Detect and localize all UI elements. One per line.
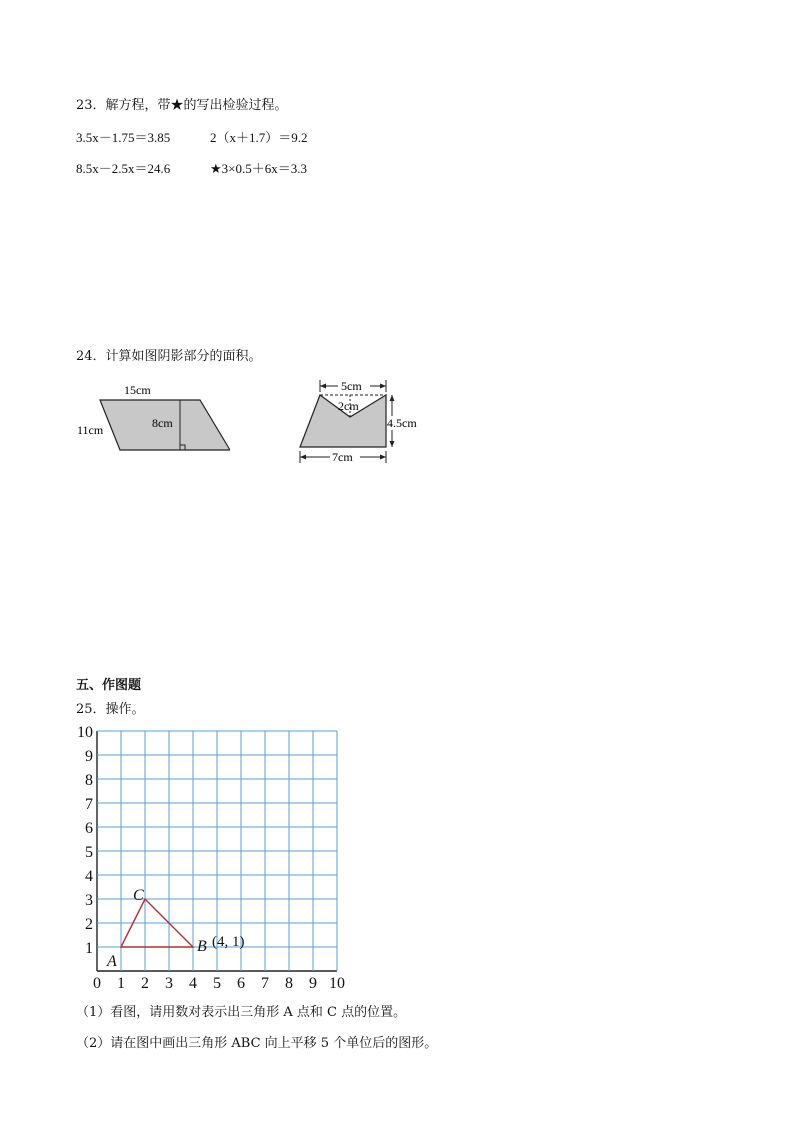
section-title: 五、作图题: [76, 678, 142, 693]
top-dimension-arrow-left: [320, 384, 326, 389]
parallelogram-figure: [70, 375, 230, 465]
parallelogram-side-label: 11cm: [77, 423, 104, 437]
y-axis-tick-label: 4: [85, 868, 93, 885]
q25-sub-question-1: （1）看图，请用数对表示出三角形 A 点和 C 点的位置。: [76, 1005, 407, 1020]
bottom-dimension-arrow-left: [300, 455, 306, 460]
q23-equation-3: 8.5x－2.5x＝24.6: [76, 161, 171, 176]
q23-title: 23．解方程，带★的写出检验过程。: [76, 98, 288, 113]
q25-sub-question-2: （2）请在图中画出三角形 ABC 向上平移 5 个单位后的图形。: [76, 1036, 438, 1051]
notched-trapezoid-figure: [292, 374, 432, 466]
y-axis-tick-label: 8: [85, 772, 93, 789]
trapezoid-top-label: 5cm: [341, 379, 362, 393]
point-b-coordinate: (4, 1): [212, 934, 245, 950]
q23-equation-2: 2（x＋1.7）＝9.2: [210, 130, 308, 145]
q24-title: 24．计算如图阴影部分的面积。: [76, 349, 262, 364]
x-axis-tick-label: 0: [93, 975, 101, 992]
x-axis-tick-label: 2: [141, 975, 149, 992]
x-axis-tick-label: 5: [213, 975, 221, 992]
x-axis-tick-label: 8: [285, 975, 293, 992]
y-axis-tick-label: 5: [85, 844, 93, 861]
point-label-b: B: [197, 938, 207, 955]
x-axis-tick-label: 4: [189, 975, 197, 992]
y-axis-tick-label: 9: [85, 748, 93, 765]
x-axis-tick-label: 9: [309, 975, 317, 992]
parallelogram-height-label: 8cm: [152, 416, 173, 430]
y-axis-tick-label: 10: [77, 724, 93, 741]
right-dimension-arrow-top: [390, 395, 395, 401]
x-axis-tick-label: 1: [117, 975, 125, 992]
right-dimension-arrow-bottom: [390, 441, 395, 447]
y-axis-tick-label: 7: [85, 796, 93, 813]
q25-title: 25．操作。: [76, 702, 145, 717]
top-dimension-arrow-right: [380, 384, 386, 389]
x-axis-tick-label: 10: [329, 975, 345, 992]
x-axis-tick-label: 7: [261, 975, 269, 992]
q23-equation-4: ★3×0.5＋6x＝3.3: [210, 161, 307, 176]
x-axis-tick-label: 6: [237, 975, 245, 992]
x-axis-tick-label: 3: [165, 975, 173, 992]
trapezoid-bottom-label: 7cm: [332, 450, 353, 464]
coordinate-grid: [60, 722, 360, 994]
y-axis-tick-label: 2: [85, 916, 93, 933]
parallelogram-top-label: 15cm: [124, 383, 151, 397]
y-axis-tick-label: 3: [85, 892, 93, 909]
point-label-c: C: [133, 887, 144, 904]
notch-depth-label: 2cm: [338, 399, 359, 413]
point-label-a: A: [107, 953, 117, 970]
q23-equation-1: 3.5x－1.75＝3.85: [76, 130, 171, 145]
y-axis-tick-label: 1: [85, 940, 93, 957]
y-axis-tick-label: 6: [85, 820, 93, 837]
bottom-dimension-arrow-right: [380, 455, 386, 460]
trapezoid-height-label: 4.5cm: [387, 416, 417, 430]
